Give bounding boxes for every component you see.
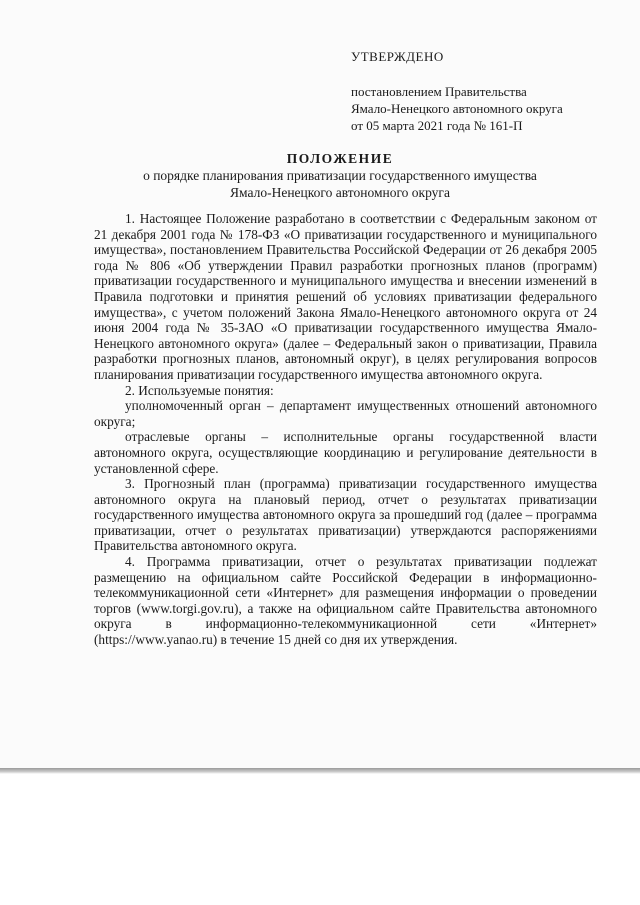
paragraph-4: 4. Программа приватизации, отчет о результатах приватизации подлежат размещению на официальном сайте Российской Федерации в информационно-телекоммуникационной сети «Интернет» для размещения информации о проведении торгов (www.torgi.gov.ru), а также на официальном сайте Правительства автономного округа в информационно-телекоммуникационной сети «Интернет» (https://www.yanao.ru) в течение 15 дней со дня их утверждения. <box>94 554 597 648</box>
approval-stamp <box>351 48 611 134</box>
document-subtitle-line: Ямало-Ненецкого автономного округа <box>230 185 450 200</box>
paragraph-1: 1. Настоящее Положение разработано в соответствии с Федеральным законом от 21 декабря 2001 года № 178-ФЗ «О приватизации государственного и муниципального имущества», постановлением Правительства Российской Федерации от 26 декабря 2005 года № 806 «Об утверждении Правил разработки прогнозных планов (программ) приватизации государственного и муниципального имущества и внесении изменений в Правила подготовки и принятия решений об условиях приватизации федерального имущества», с учетом положений Закона Ямало-Ненецкого автономного округа от 24 июня 2004 года № 35-ЗАО «О приватизации государственного имущества Ямало-Ненецкого автономного округа» (далее – Федеральный закон о приватизации, Правила разработки прогнозных планов, автономный округ), в целях регулирования вопросов планирования приватизации государственного имущества автономного округа. <box>94 211 597 382</box>
definition-authorized-body: уполномоченный орган – департамент имущественных отношений автономного округа; <box>94 398 597 429</box>
paragraph-3: 3. Прогнозный план (программа) приватизации государственного имущества автономного округа на плановый период, отчет о результатах приватизации государственного имущества автономного округа за прошедший год (далее – программа приватизации, отчет о результатах приватизации) утверждаются распоряжениями Правительства автономного округа. <box>94 476 597 554</box>
document-title: ПОЛОЖЕНИЕ <box>286 151 394 166</box>
approval-line: от 05 марта 2021 года № 161-П <box>351 118 523 133</box>
approval-heading: УТВЕРЖДЕНО <box>351 49 444 64</box>
paragraph-2: 2. Используемые понятия: <box>125 382 274 398</box>
document-body <box>94 211 597 648</box>
approval-line: постановлением Правительства <box>351 84 527 99</box>
document-title-block <box>90 150 590 201</box>
scan-bottom-edge <box>0 768 640 774</box>
approval-line: Ямало-Ненецкого автономного округа <box>351 101 563 116</box>
document-subtitle-line: о порядке планирования приватизации государственного имущества <box>143 168 537 183</box>
definition-sector-bodies: отраслевые органы – исполнительные органы государственной власти автономного округа, осуществляющие координацию и регулирование деятельности в установленной сфере. <box>94 429 597 476</box>
